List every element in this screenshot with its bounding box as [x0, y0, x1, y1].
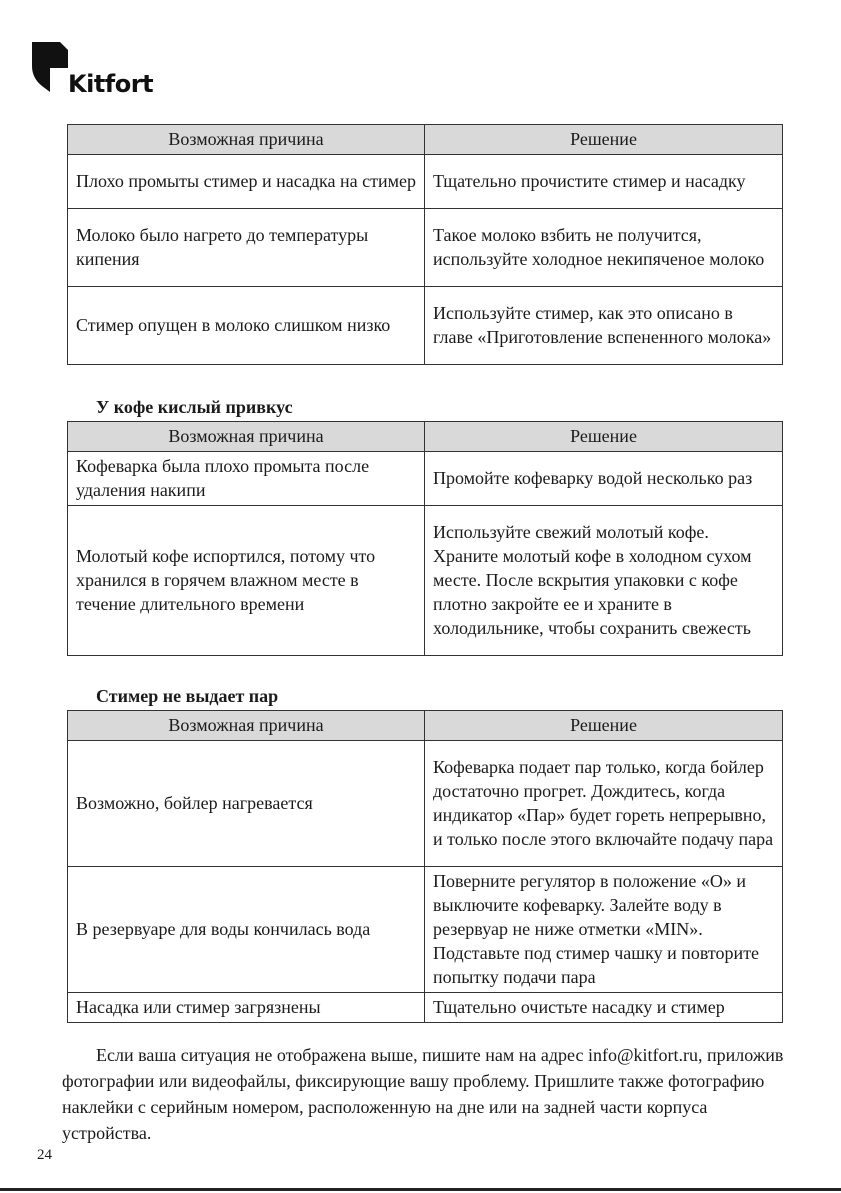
- cause-cell: Молотый кофе испортился, потому что хранился в горячем влажном месте в течение длительного времени: [68, 506, 425, 656]
- table-row: [68, 155, 783, 209]
- table-row: [68, 287, 783, 365]
- solution-cell: Промойте кофеварку водой несколько раз: [425, 452, 783, 506]
- troubleshooting-table-3: [67, 710, 783, 1023]
- table-row: [68, 741, 783, 867]
- brand-name: Kitfort: [68, 70, 154, 98]
- column-header-solution: Решение: [425, 422, 783, 452]
- table-header-row: [68, 711, 783, 741]
- solution-cell: Используйте стимер, как это описано в главе «Приготовление вспененного молока»: [425, 287, 783, 365]
- table-row: [68, 867, 783, 993]
- troubleshooting-table-2: [67, 421, 783, 656]
- solution-cell: Такое молоко взбить не получится, используйте холодное некипяченое молоко: [425, 209, 783, 287]
- troubleshooting-table-1: [67, 124, 783, 365]
- brand-logo: [30, 40, 170, 100]
- page-number: 24: [37, 1147, 52, 1163]
- column-header-cause: Возможная причина: [68, 125, 425, 155]
- solution-cell: Кофеварка подает пар только, когда бойлер достаточно прогрет. Дождитесь, когда индикатор «Пар» будет гореть непрерывно, и только после этого включайте подачу пара: [425, 741, 783, 867]
- cause-cell: В резервуаре для воды кончилась вода: [68, 867, 425, 993]
- section-heading-no-steam: Стимер не выдает пар: [96, 686, 279, 706]
- table-row: [68, 993, 783, 1023]
- solution-cell: Поверните регулятор в положение «O» и выключите кофеварку. Залейте воду в резервуар не ниже отметки «MIN». Подставьте под стимер чашку и повторите попытку подачи пара: [425, 867, 783, 993]
- cause-cell: Насадка или стимер загрязнены: [68, 993, 425, 1023]
- solution-cell: Тщательно прочистите стимер и насадку: [425, 155, 783, 209]
- solution-cell: Тщательно очистьте насадку и стимер: [425, 993, 783, 1023]
- bottom-divider: [0, 1188, 841, 1191]
- column-header-cause: Возможная причина: [68, 422, 425, 452]
- table-header-row: [68, 125, 783, 155]
- cause-cell: Плохо промыты стимер и насадка на стимер: [68, 155, 425, 209]
- table-header-row: [68, 422, 783, 452]
- cause-cell: Кофеварка была плохо промыта после удаления накипи: [68, 452, 425, 506]
- contact-paragraph: Если ваша ситуация не отображена выше, пишите нам на адрес info@kitfort.ru, приложив фотографии или видеофайлы, фиксирующие вашу проблему. Пришлите также фотографию наклейки с серийным номером, расположенную на дне или на задней части корпуса устройства.: [62, 1045, 784, 1143]
- cause-cell: Молоко было нагрето до температуры кипения: [68, 209, 425, 287]
- cause-cell: Возможно, бойлер нагревается: [68, 741, 425, 867]
- column-header-solution: Решение: [425, 125, 783, 155]
- table-row: [68, 452, 783, 506]
- section-heading-sour-taste: У кофе кислый привкус: [96, 397, 293, 417]
- column-header-cause: Возможная причина: [68, 711, 425, 741]
- column-header-solution: Решение: [425, 711, 783, 741]
- solution-cell: Используйте свежий молотый кофе. Храните молотый кофе в холодном сухом месте. После вскрытия упаковки с кофе плотно закройте ее и храните в холодильнике, чтобы сохранить свежесть: [425, 506, 783, 656]
- kitfort-logo-icon: [30, 40, 70, 98]
- table-row: [68, 209, 783, 287]
- table-row: [68, 506, 783, 656]
- cause-cell: Стимер опущен в молоко слишком низко: [68, 287, 425, 365]
